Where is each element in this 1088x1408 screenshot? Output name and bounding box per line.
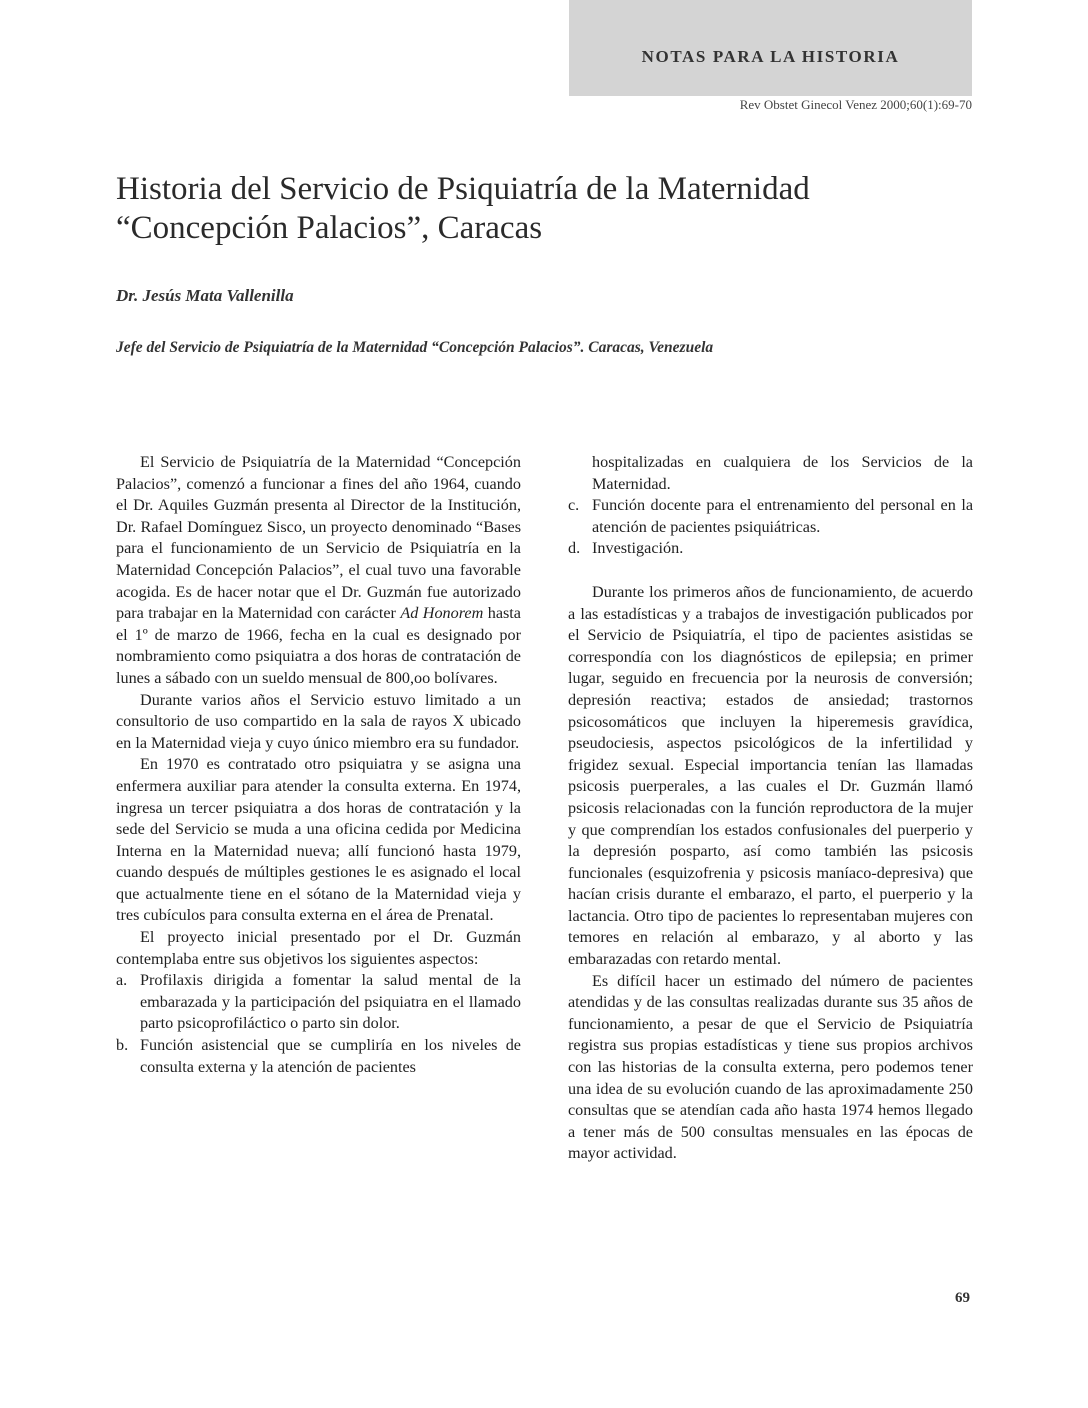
- paragraph-patient-types: Durante los primeros años de funcionamiento, de acuerdo a las estadísticas y a trabajos de investigación publicados por el Servicio de Psiquiatría, el tipo de pacientes asistidas se correspondía con los diagnósticos de epilepsia; en primer lugar, seguido en frecuencia por la neurosis de conversión; depresión reactiva; estados de ansiedad; trastornos psicosomáticos que incluyen la hiperemesis gravídica, pseudociesis, aspectos psicológicos de la infertilidad y frigidez sexual. Especial importancia tenían las llamadas psicosis puerperales, a las cuales el Dr. Guzmán llamó psicosis relacionadas con la función reproductora de la mujer y que comprendían los estados confusionales del puerperio y la depresión posparto, así como también las psicosis funcionales (esquizofrenia y psicosis maníaco-depresiva) que hacían crisis durante el embarazo, el parto, el puerperio y la lactancia. Otro tipo de pacientes lo representaban mujeres con temores en relación al embarazo, y al aborto y las embarazadas con retardo mental.: [568, 582, 973, 969]
- list-marker: c.: [568, 496, 580, 515]
- section-header-box: [569, 0, 972, 96]
- paragraph-intro: El Servicio de Psiquiatría de la Maternidad “Concepción Palacios”, comenzó a funcionar a fines del año 1964, cuando el Dr. Aquiles Guzmán presenta al Director de la Institución, Dr. Rafael Domínguez Sisco, un proyecto denominado “Bases para el funcionamiento de un Servicio de Psiquiatría en la Maternidad Concepción Palacios”, el cual tuvo una favorable acogida. Es de hacer notar que el Dr. Guzmán fue autorizado para trabajar en la Maternidad con carácter Ad Honorem hasta el 1º de marzo de 1966, fecha en la cual es designado por nombramiento como psiquiatra a dos horas de contratación de lunes a sábado con un sueldo mensual de 800,oo bolívares.: [116, 453, 521, 687]
- article-author: Dr. Jesús Mata Vallenilla: [116, 286, 294, 305]
- paragraph-early-years: Durante varios años el Servicio estuvo limitado a un consultorio de uso compartido en la sala de rayos X ubicado en la Maternidad vieja y cuyo único miembro era su fundador.: [116, 690, 521, 752]
- italic-term: Ad Honorem: [400, 604, 484, 623]
- paragraph-expansion: En 1970 es contratado otro psiquiatra y se asigna una enfermera auxiliar para atender la consulta externa. En 1974, ingresa un tercer psiquiatra a dos horas de contratación y la sede del Servicio se muda a una oficina cedida por Medicina Interna en la Maternidad nueva; allí funcionó hasta 1979, cuando después de múltiples gestiones le es asignado el local que actualmente tiene en el sótano de la Maternidad vieja y tres cubículos para consulta externa en el área de Prenatal.: [116, 755, 521, 925]
- right-column: [568, 452, 973, 1165]
- list-item-b: [116, 1035, 521, 1078]
- list-marker: d.: [568, 539, 581, 558]
- list-item-a: [116, 970, 521, 1035]
- list-item-text: Profilaxis dirigida a fomentar la salud mental de la embarazada y la participación del psiquiatra en el llamado parto psicoprofiláctico o parto sin dolor.: [140, 971, 521, 1033]
- journal-citation: Rev Obstet Ginecol Venez 2000;60(1):69-70: [739, 97, 972, 112]
- author-affiliation: Jefe del Servicio de Psiquiatría de la Maternidad “Concepción Palacios”. Caracas, Venezuela: [116, 339, 714, 356]
- list-marker: b.: [116, 1036, 129, 1055]
- page-number: 69: [955, 1290, 970, 1306]
- list-item-text: Función docente para el entrenamiento del personal en la atención de pacientes psiquiátricas.: [592, 496, 973, 536]
- list-marker: a.: [116, 971, 128, 990]
- list-item-b-continuation: hospitalizadas en cualquiera de los Servicios de la Maternidad.: [592, 453, 973, 493]
- section-label: NOTAS PARA LA HISTORIA: [641, 47, 900, 66]
- list-item-text: Función asistencial que se cumpliría en los niveles de consulta externa y la atención de pacientes: [140, 1036, 521, 1076]
- paragraph-objectives: El proyecto inicial presentado por el Dr. Guzmán contemplaba entre sus objetivos los siguientes aspectos:: [116, 928, 521, 968]
- list-item-c: [568, 495, 973, 538]
- list-item-text: Investigación.: [592, 539, 684, 558]
- article-title: Historia del Servicio de Psiquiatría de la Maternidad “Concepción Palacios”, Caracas: [116, 171, 810, 246]
- left-column: [116, 452, 521, 1078]
- paragraph-statistics: Es difícil hacer un estimado del número de pacientes atendidas y de las consultas realizadas durante sus 35 años de funcionamiento, a pesar de que el Servicio de Psiquiatría registra sus propias estadísticas y tiene sus propios archivos con las historias de la consulta externa, pero podemos tener una idea de su evolución cuando de las aproximadamente 250 consultas que se atendían cada año hasta 1974 hemos llegado a tener más de 500 consultas mensuales en las épocas de mayor actividad.: [568, 971, 973, 1163]
- list-item-d: [568, 538, 973, 560]
